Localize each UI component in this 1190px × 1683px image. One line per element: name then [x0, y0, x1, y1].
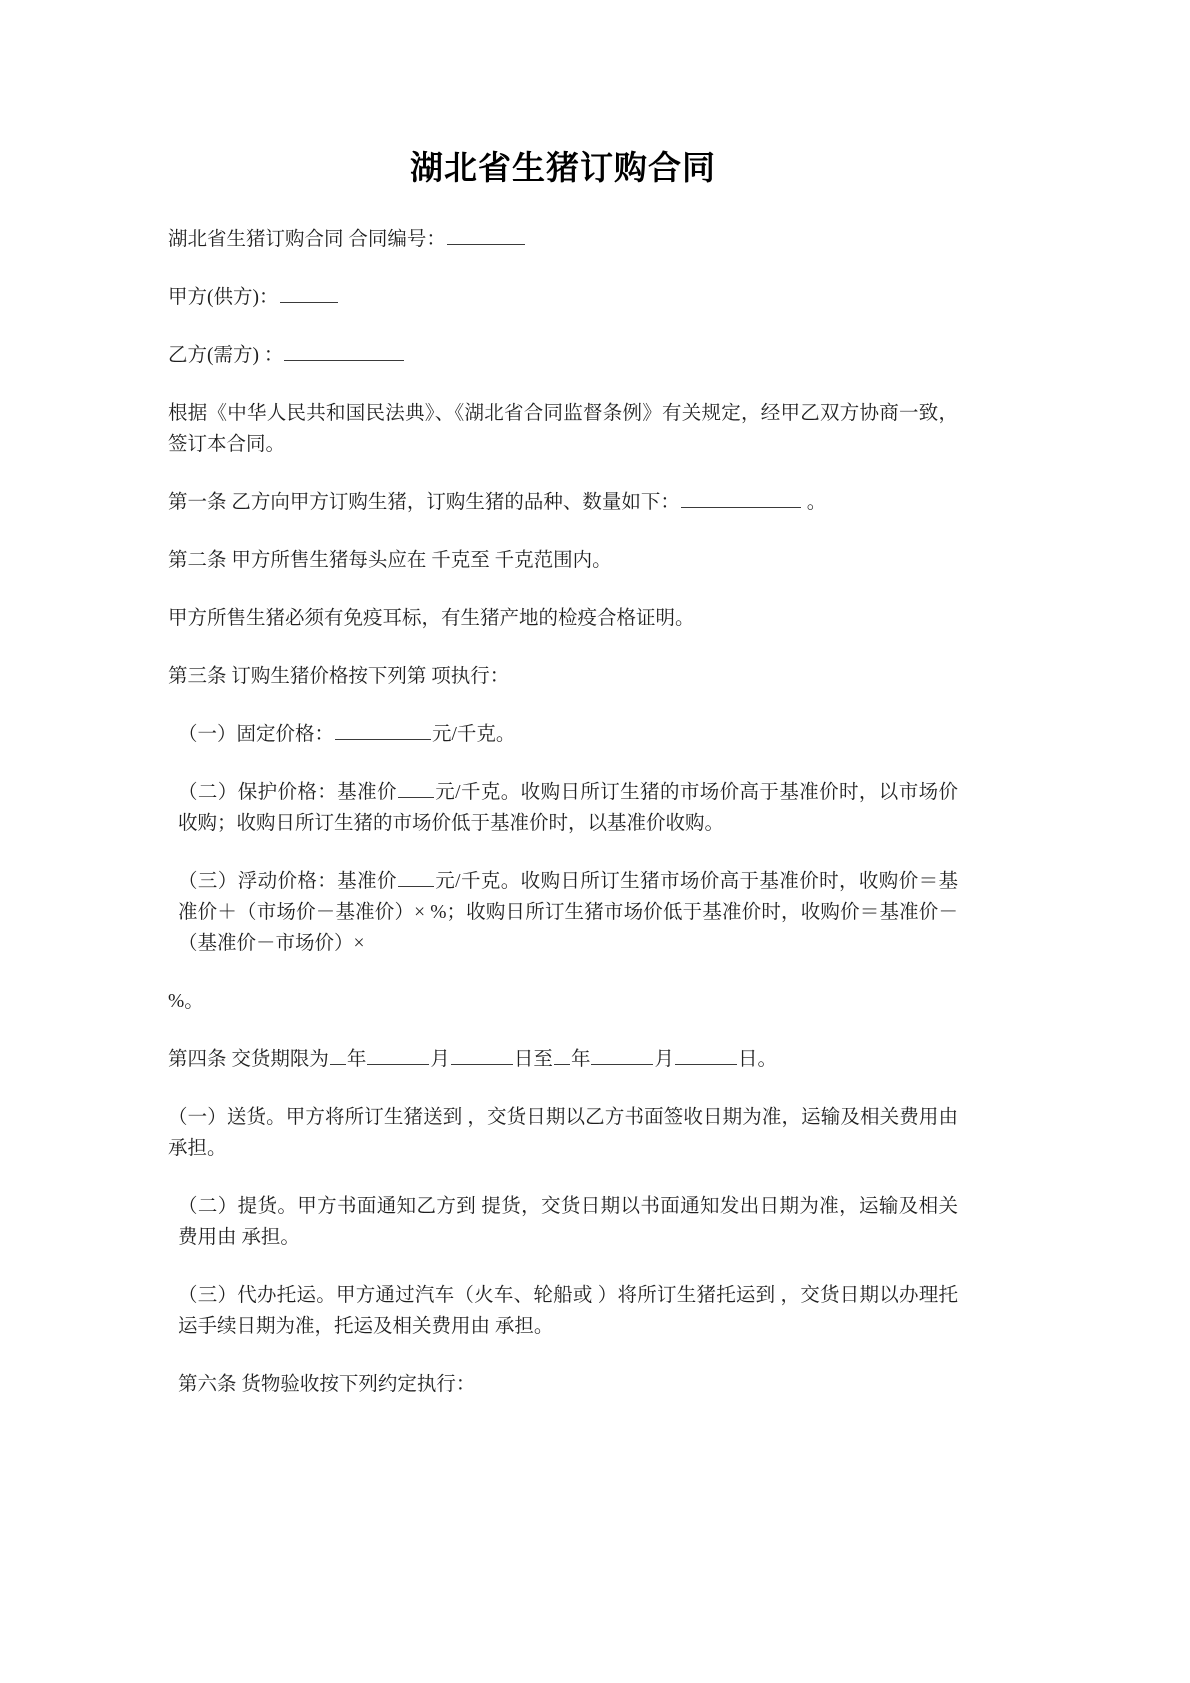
- end-month-blank[interactable]: [591, 1045, 653, 1065]
- article-5-item-2-paragraph: （三）代办托运。甲方通过汽车（火车、轮船或 ）将所订生猪托运到 ，交货日期以办理托运手续日期为准，托运及相关费用由 承担。: [178, 1285, 958, 1337]
- article-5-item-3-paragraph: 第六条 货物验收按下列约定执行：: [178, 1374, 476, 1395]
- article-4-month-2: 月: [654, 1049, 674, 1070]
- page-title: 湖北省生猪订购合同: [410, 151, 716, 187]
- article-4-month-1: 月: [430, 1049, 450, 1070]
- article-3-item-2-paragraph: [168, 750, 958, 839]
- preamble-paragraph: 根据《中华人民共和国民法典》、《湖北省合同监督条例》有关规定，经甲乙双方协商一致，签订本合同。: [168, 403, 958, 455]
- article-2-paragraph: 第二条 甲方所售生猪每头应在 千克至 千克范围内。: [168, 550, 612, 571]
- article-5-paragraph: （一）送货。甲方将所订生猪送到 ，交货日期以乙方书面签收日期为准，运输及相关费用由 承担。: [168, 1107, 958, 1159]
- party-a-line: [168, 255, 958, 313]
- article-4-paragraph: [168, 1017, 958, 1075]
- article-3-item-1-paragraph: [168, 692, 958, 750]
- article-3-item-1-text-before: （一）固定价格：: [178, 724, 335, 745]
- article-3-item-3-text-before: （三）浮动价格：基准价: [178, 871, 397, 892]
- article-5-item-1-paragraph: （二）提货。甲方书面通知乙方到 提货，交货日期以书面通知发出日期为准，运输及相关费用由 承担。: [178, 1196, 958, 1248]
- article-6-paragraph: [168, 1400, 958, 1427]
- protect-price-blank[interactable]: [398, 778, 434, 798]
- float-price-blank[interactable]: [398, 867, 434, 887]
- end-day-blank[interactable]: [675, 1045, 737, 1065]
- party-b-label: 乙方(需方) ：: [168, 345, 284, 366]
- article-3-item-2-text-before: （二）保护价格：基准价: [178, 782, 397, 803]
- article-2-note-paragraph: 甲方所售生猪必须有免疫耳标，有生猪产地的检疫合格证明。: [168, 608, 695, 629]
- party-b-blank[interactable]: [284, 341, 404, 361]
- start-month-blank[interactable]: [367, 1045, 429, 1065]
- contract-number-label: 湖北省生猪订购合同 合同编号：: [168, 229, 446, 250]
- article-3-paragraph: 第三条 订购生猪价格按下列第 项执行：: [168, 666, 510, 687]
- article-3-item-3-continuation: %。: [168, 991, 204, 1012]
- article-3-item-2-text-after: 元/千克。收购日所订生猪的市场价高于基准价时，以市场价收购；收购日所订生猪的市场价低于基准价时，以基准价收购。: [178, 782, 958, 834]
- article-1-text-after: 。: [801, 492, 827, 513]
- contract-number-blank[interactable]: [447, 225, 525, 245]
- article-3-item-3-text-after: 元/千克。收购日所订生猪市场价高于基准价时，收购价＝基准价＋（市场价－基准价）× %；收购日所订生猪市场价低于基准价时，收购价＝基准价－（基准价－市场价）×: [178, 871, 958, 954]
- article-4-year-2: 年: [570, 1049, 591, 1070]
- party-b-line: [168, 313, 958, 371]
- article-1-text-before: 第一条 乙方向甲方订购生猪，订购生猪的品种、数量如下：: [168, 492, 680, 513]
- article-4-prefix: 第四条 交货期限为: [168, 1049, 329, 1070]
- end-year-blank[interactable]: [554, 1045, 570, 1065]
- article-1-blank[interactable]: [681, 488, 801, 508]
- article-4-year-1: 年: [346, 1049, 367, 1070]
- article-3-item-1-text-after: 元/千克。: [432, 724, 516, 745]
- party-a-blank[interactable]: [280, 283, 338, 303]
- article-4-day-2: 日。: [737, 1049, 777, 1070]
- document-content: [168, 0, 958, 1427]
- article-4-day-1: 日至: [513, 1049, 553, 1070]
- party-a-label: 甲方(供方)：: [168, 287, 279, 308]
- article-1-paragraph: [168, 460, 958, 518]
- fixed-price-blank[interactable]: [335, 720, 431, 740]
- contract-number-line: [168, 191, 958, 255]
- start-day-blank[interactable]: [451, 1045, 513, 1065]
- article-3-item-3-paragraph: [168, 839, 958, 959]
- start-year-blank[interactable]: [330, 1045, 346, 1065]
